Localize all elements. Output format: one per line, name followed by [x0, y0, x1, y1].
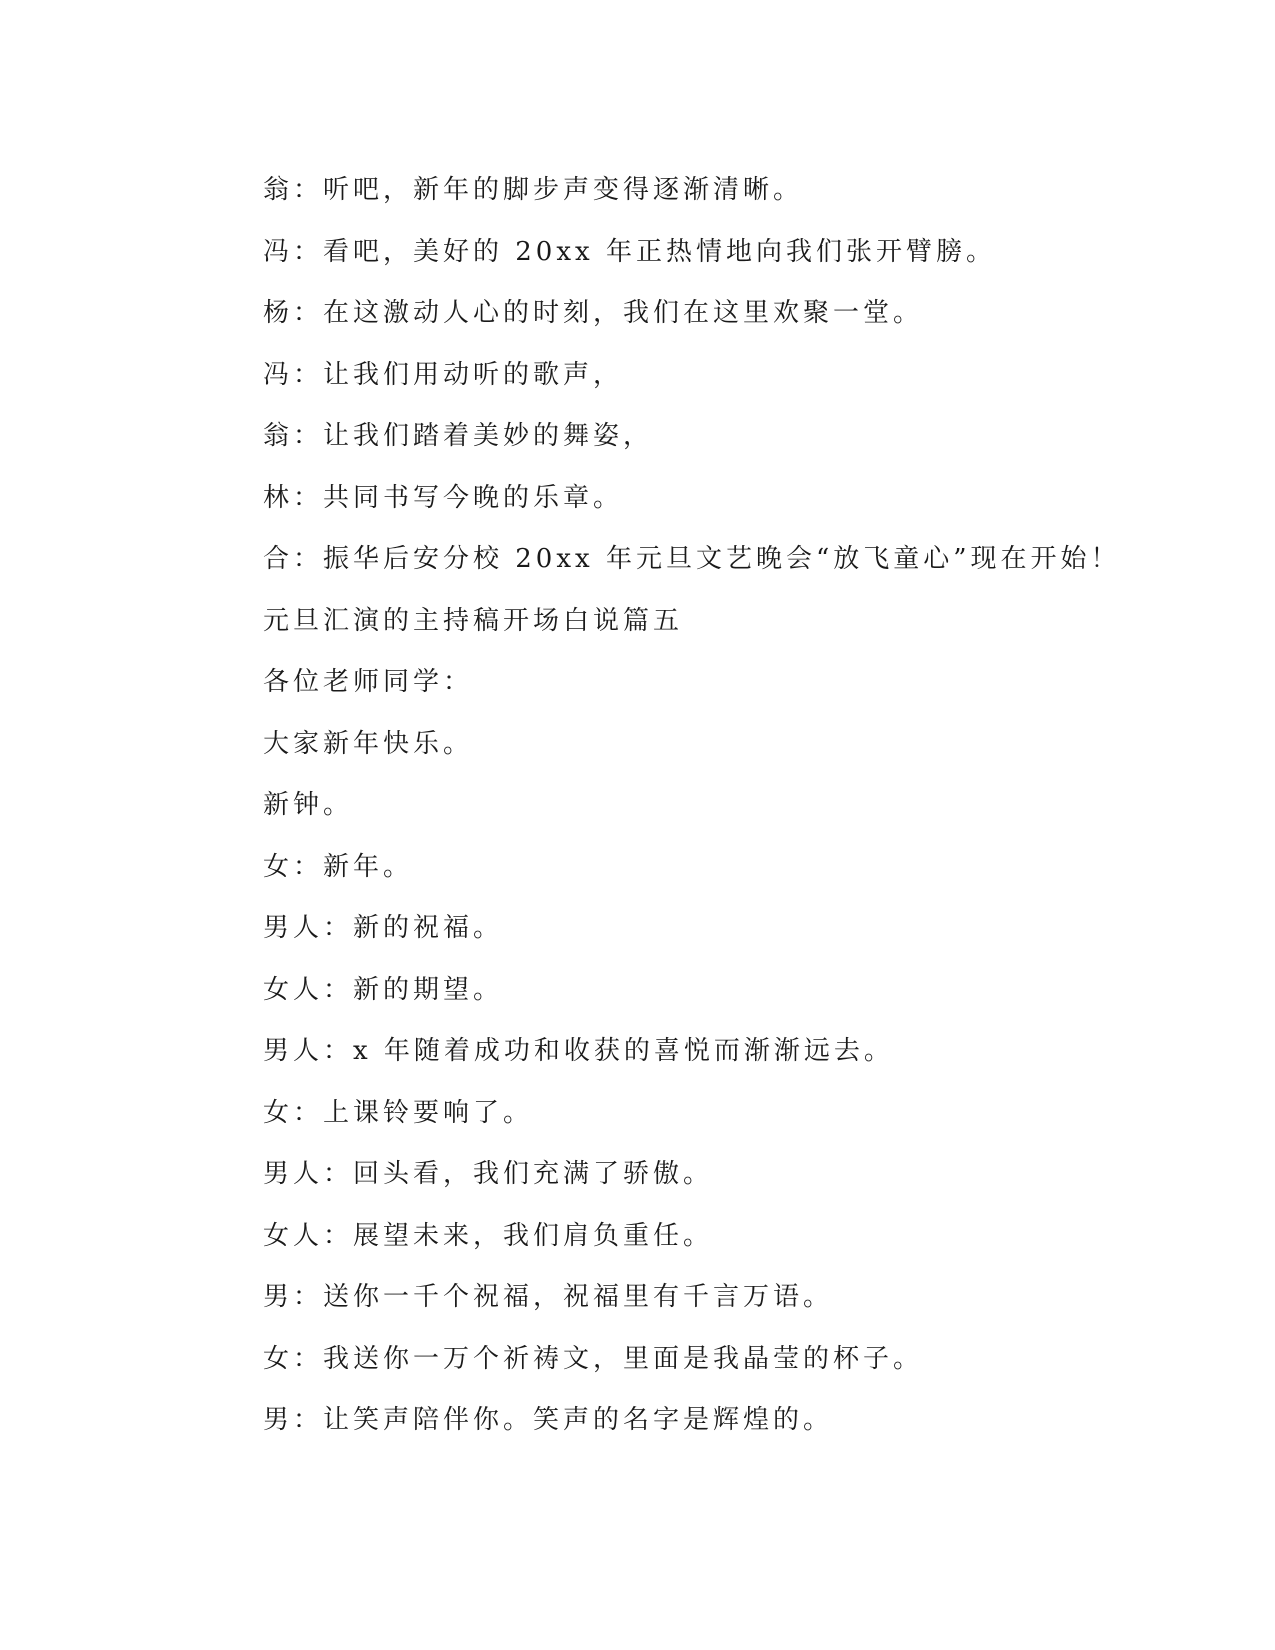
section-heading: 元旦汇演的主持稿开场白说篇五: [263, 605, 684, 636]
text-line: 男人：新的祝福。: [263, 913, 504, 943]
text-line: 女人：新的期望。: [263, 974, 504, 1005]
text-line: 冯：看吧，美好的 20xx 年正热情地向我们张开臂膀。: [263, 236, 996, 267]
text-line: 女人：展望未来，我们肩负重任。: [263, 1220, 714, 1251]
text-line: 新钟。: [263, 790, 354, 820]
document-body: [263, 160, 1163, 1452]
text-line: 翁：听吧，新年的脚步声变得逐渐清晰。: [263, 175, 804, 205]
text-line: 男：送你一千个祝福，祝福里有千言万语。: [263, 1282, 834, 1312]
text-line: 男：让笑声陪伴你。笑声的名字是辉煌的。: [263, 1405, 834, 1435]
text-line: 大家新年快乐。: [263, 728, 474, 759]
text-line: 林：共同书写今晚的乐章。: [263, 482, 624, 513]
text-line: 女：上课铃要响了。: [263, 1097, 534, 1128]
text-line: 女：我送你一万个祈祷文，里面是我晶莹的杯子。: [263, 1343, 924, 1374]
text-line: 男人：x 年随着成功和收获的喜悦而渐渐远去。: [263, 1036, 894, 1066]
text-line: 冯：让我们用动听的歌声，: [263, 359, 624, 390]
text-line: 翁：让我们踏着美妙的舞姿，: [263, 421, 654, 451]
text-line: 男人：回头看，我们充满了骄傲。: [263, 1159, 714, 1189]
text-line: 杨：在这激动人心的时刻，我们在这里欢聚一堂。: [263, 298, 924, 328]
text-line: 各位老师同学：: [263, 667, 474, 697]
text-line: 女：新年。: [263, 851, 414, 882]
text-line: 合：振华后安分校 20xx 年元旦文艺晚会“放飞童心”现在开始！: [263, 544, 1121, 574]
